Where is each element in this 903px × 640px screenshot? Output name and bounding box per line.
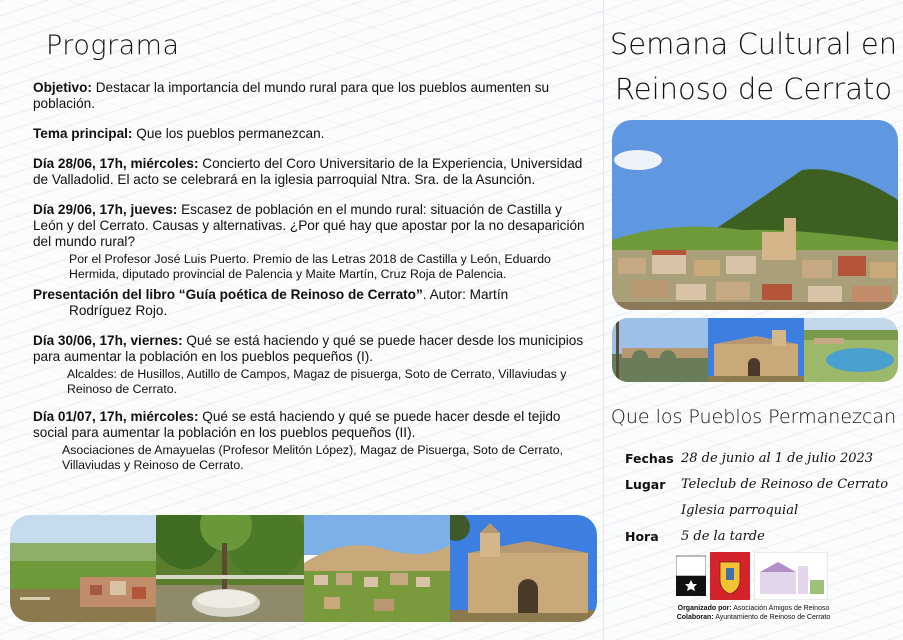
church-mini-photo (708, 318, 804, 382)
book-paragraph (33, 287, 593, 319)
municipal-shield-logo (710, 552, 750, 600)
place-value-2: Iglesia parroquial (681, 502, 799, 518)
theme-text: Que los pueblos permanezcan. (132, 126, 325, 141)
theme-paragraph (33, 126, 593, 142)
organizer-value: Asociación Amigos de Reinoso (731, 605, 830, 612)
day2-paragraph (33, 202, 593, 282)
mini-photo-strip (612, 318, 898, 382)
day3-speakers: Alcaldes: de Husillos, Autillo de Campos, Magaz de pisuerga, Soto de Cerrato, Villaviudas y Reinoso de Cerrato. (67, 367, 567, 396)
day2-text: Escasez de población en el mundo rural: situación de Castilla y León y del Cerrato. Causas y alternativas. ¿Por qué hay que apostar por la no desaparición del mundo rural? (33, 202, 585, 249)
event-info (625, 445, 895, 549)
day2-label: Día 29/06, 17h, jueves: (33, 202, 178, 217)
credits (604, 604, 903, 622)
landscape-photo (10, 515, 156, 622)
tree-monument-photo (156, 515, 304, 622)
day4-paragraph (33, 409, 593, 473)
day4-speakers: Asociaciones de Amayuelas (Profesor Melitón López), Magaz de Pisuerga, Soto de Cerrato, Villaviudas y Reinoso de Cerrato. (62, 443, 564, 472)
objective-label: Objetivo: (33, 80, 92, 95)
program-title: Programa (46, 30, 180, 61)
place-row-2 (625, 497, 895, 523)
lake-photo (804, 318, 898, 382)
dates-label: Fechas (625, 450, 674, 466)
event-title-line2: Reinoso de Cerrato (614, 72, 893, 106)
time-label: Hora (625, 528, 659, 544)
day1-label: Día 28/06, 17h, miércoles: (33, 156, 199, 171)
place-row (625, 471, 895, 497)
program-body (33, 80, 593, 487)
tagline: Que los Pueblos Permanezcan (610, 406, 897, 428)
day1-text: Concierto del Coro Universitario de la Experiencia, Universidad de Valladolid. El acto se celebrará en la iglesia parroquial Ntra. Sra. de la Asunción. (33, 156, 583, 187)
cover-panel (604, 0, 903, 640)
organizer-line (604, 604, 903, 613)
day3-paragraph (33, 333, 593, 397)
association-logo (754, 552, 828, 600)
organizer-label: Organizado por: (677, 605, 732, 612)
cellars-photo (304, 515, 450, 622)
place-label: Lugar (625, 476, 666, 492)
event-title-line1: Semana Cultural en (609, 27, 898, 61)
collaborator-label: Colaboran: (676, 614, 714, 621)
day4-label: Día 01/07, 17h, miércoles: (33, 409, 199, 424)
collaborator-value: Ayuntamiento de Reinoso de Cerrato (713, 614, 831, 621)
day4-text: Qué se está haciendo y qué se puede hacer desde el tejido social para aumentar la población en los pueblos pequeños (II). (33, 409, 561, 440)
book-author: Rodríguez Rojo. (69, 303, 168, 318)
time-value: 5 de la tarde (681, 528, 765, 544)
book-label: Presentación del libro “Guía poética de Reinoso de Cerrato” (33, 287, 423, 302)
sponsor-logos (676, 552, 826, 600)
book-text: . Autor: Martín (422, 287, 509, 302)
dates-row (625, 445, 895, 471)
time-row (625, 523, 895, 549)
bridge-photo (612, 318, 708, 382)
village-hero-photo (612, 120, 898, 310)
church-photo (450, 515, 597, 622)
cross-flag-logo (676, 552, 706, 600)
day1-paragraph (33, 156, 593, 188)
objective-paragraph (33, 80, 593, 112)
day3-label: Día 30/06, 17h, viernes: (33, 333, 183, 348)
event-title (604, 22, 903, 112)
day2-speakers: Por el Profesor José Luis Puerto. Premio de las Letras 2018 de Castilla y León, Eduardo Hermida, diputado provincial de Palencia y Maite Martín, Cruz Roja de Palencia. (69, 252, 551, 281)
village-photo-strip (10, 515, 597, 622)
dates-value: 28 de junio al 1 de julio 2023 (681, 450, 874, 466)
theme-label: Tema principal: (33, 126, 133, 141)
day3-text: Qué se está haciendo y qué se puede hacer desde los municipios para aumentar la población en los pueblos pequeños (I). (33, 333, 584, 364)
objective-text: Destacar la importancia del mundo rural para que los pueblos aumenten su población. (33, 80, 550, 111)
place-value-1: Teleclub de Reinoso de Cerrato (681, 476, 889, 492)
collaborator-line (604, 613, 903, 622)
